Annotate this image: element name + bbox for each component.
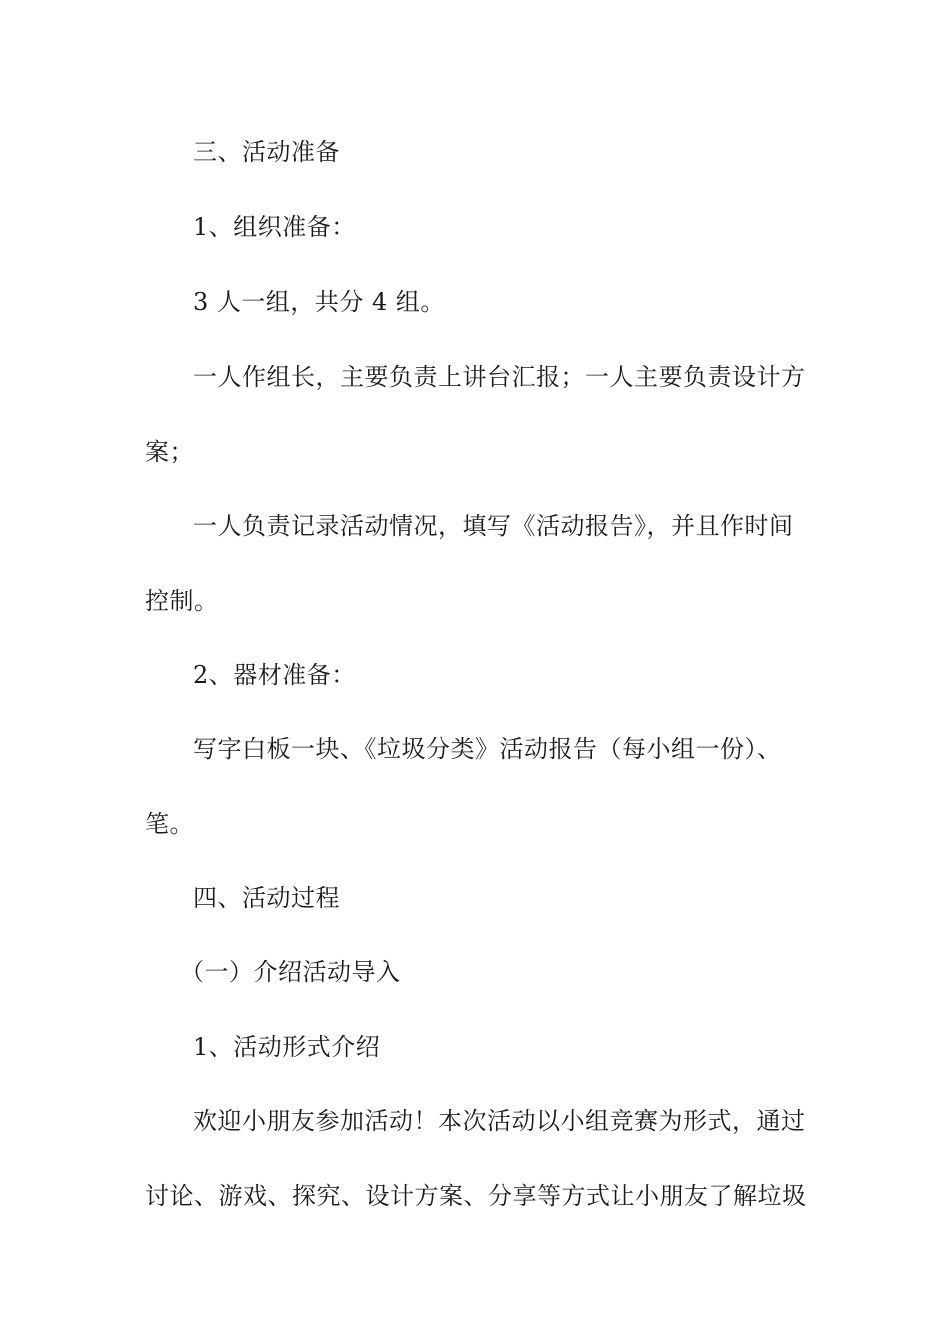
subheading-organization-preparation: 1、组织准备： (193, 213, 356, 241)
paragraph-equipment-line-1: 写字白板一块、《垃圾分类》活动报告（每小组一份）、 (193, 735, 782, 763)
subheading-equipment-preparation: 2、器材准备： (193, 661, 356, 689)
paragraph-recorder-line-2: 控制。 (145, 587, 219, 615)
paragraph-recorder-line-1: 一人负责记录活动情况，填写《活动报告》，并且作时间 (193, 512, 794, 540)
subheading-introduction: （一）介绍活动导入 (180, 958, 401, 986)
paragraph-group-division: 3 人一组，共分 4 组。 (193, 288, 445, 316)
paragraph-welcome-line-2: 讨论、游戏、探究、设计方案、分享等方式让小朋友了解垃圾 (145, 1182, 807, 1210)
paragraph-welcome-line-1: 欢迎小朋友参加活动！本次活动以小组竞赛为形式，通过 (193, 1107, 806, 1135)
paragraph-roles-line-2: 案； (145, 438, 194, 466)
subheading-activity-format: 1、活动形式介绍 (193, 1033, 381, 1061)
section-heading-activity-preparation: 三、活动准备 (193, 138, 340, 166)
paragraph-roles-line-1: 一人作组长，主要负责上讲台汇报；一人主要负责设计方 (193, 363, 806, 391)
section-heading-activity-process: 四、活动过程 (193, 884, 340, 912)
paragraph-equipment-line-2: 笔。 (145, 810, 194, 838)
